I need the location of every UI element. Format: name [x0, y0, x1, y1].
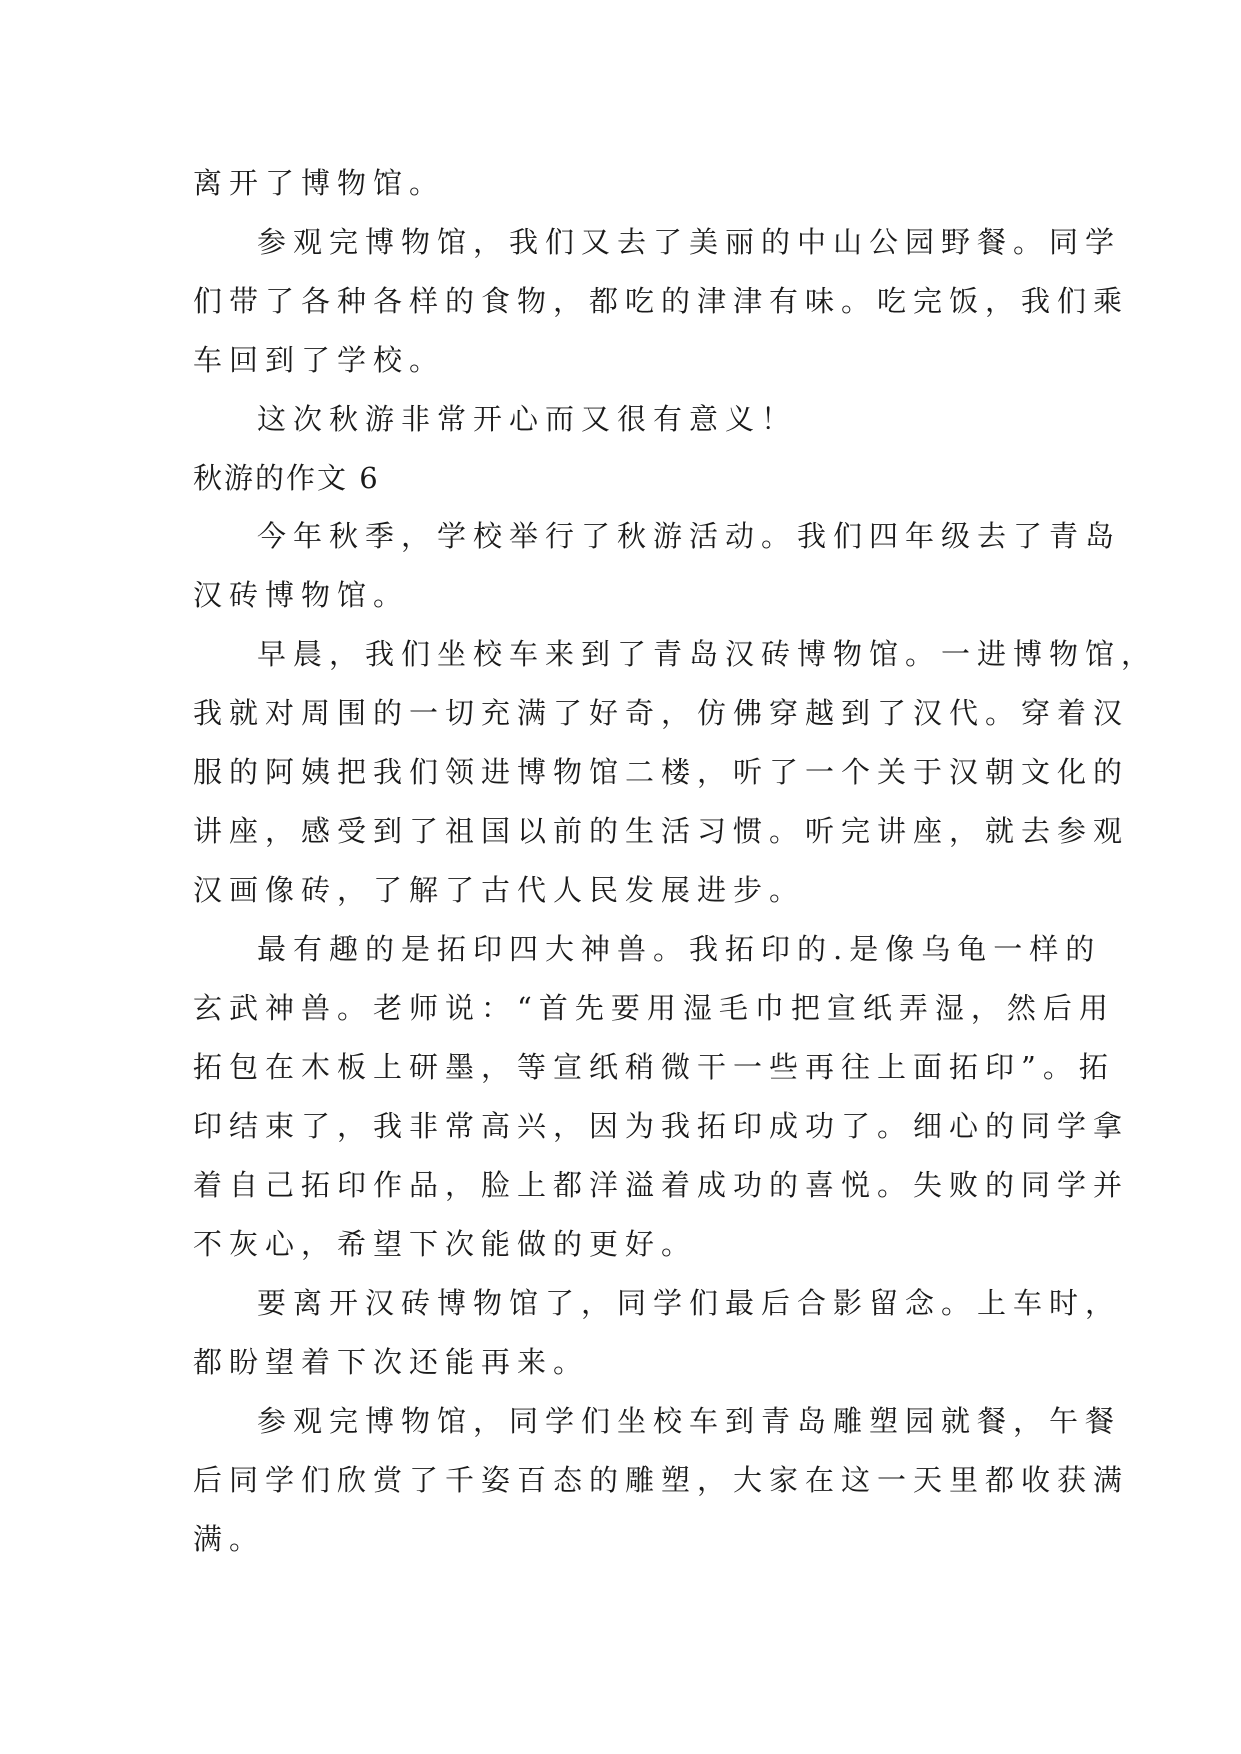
- text-line: 不灰心，希望下次能做的更好。: [193, 1227, 698, 1261]
- document-body: [193, 154, 1158, 1569]
- section-heading: 秋游的作文 6: [193, 461, 380, 495]
- paragraph-start-line: 早晨，我们坐校车来到了青岛汉砖博物馆。一进博物馆，: [257, 637, 1158, 671]
- text-line: 拓包在木板上研墨，等宣纸稍微干一些再往上面拓印”。拓: [193, 1050, 1115, 1084]
- paragraph-start-line: 最有趣的是拓印四大神兽。我拓印的.是像乌龟一样的: [257, 932, 1102, 966]
- text-line: 都盼望着下次还能再来。: [193, 1345, 590, 1379]
- text-line: 汉画像砖，了解了古代人民发展进步。: [193, 873, 806, 907]
- text-line: 车回到了学校。: [193, 343, 446, 377]
- text-line: 汉砖博物馆。: [193, 578, 410, 612]
- text-line: 着自己拓印作品，脸上都洋溢着成功的喜悦。失败的同学并: [193, 1168, 1130, 1202]
- paragraph-start-line: 要离开汉砖博物馆了，同学们最后合影留念。上车时，: [257, 1286, 1122, 1320]
- text-line: 印结束了，我非常高兴，因为我拓印成功了。细心的同学拿: [193, 1109, 1130, 1143]
- text-line: 讲座，感受到了祖国以前的生活习惯。听完讲座，就去参观: [193, 814, 1130, 848]
- text-line: 满。: [193, 1522, 266, 1556]
- text-line: 玄武神兽。老师说：“首先要用湿毛巾把宣纸弄湿，然后用: [193, 991, 1115, 1025]
- paragraph-start-line: 这次秋游非常开心而又很有意义！: [257, 402, 798, 436]
- paragraph-start-line: 参观完博物馆，同学们坐校车到青岛雕塑园就餐，午餐: [257, 1404, 1122, 1438]
- text-line: 离开了博物馆。: [193, 166, 446, 200]
- text-line: 们带了各种各样的食物，都吃的津津有味。吃完饭，我们乘: [193, 284, 1130, 318]
- paragraph-start-line: 今年秋季，学校举行了秋游活动。我们四年级去了青岛: [257, 519, 1122, 553]
- text-line: 服的阿姨把我们领进博物馆二楼，听了一个关于汉朝文化的: [193, 755, 1130, 789]
- text-line: 后同学们欣赏了千姿百态的雕塑，大家在这一天里都收获满: [193, 1463, 1130, 1497]
- paragraph-start-line: 参观完博物馆，我们又去了美丽的中山公园野餐。同学: [257, 225, 1122, 259]
- text-line: 我就对周围的一切充满了好奇，仿佛穿越到了汉代。穿着汉: [193, 696, 1130, 730]
